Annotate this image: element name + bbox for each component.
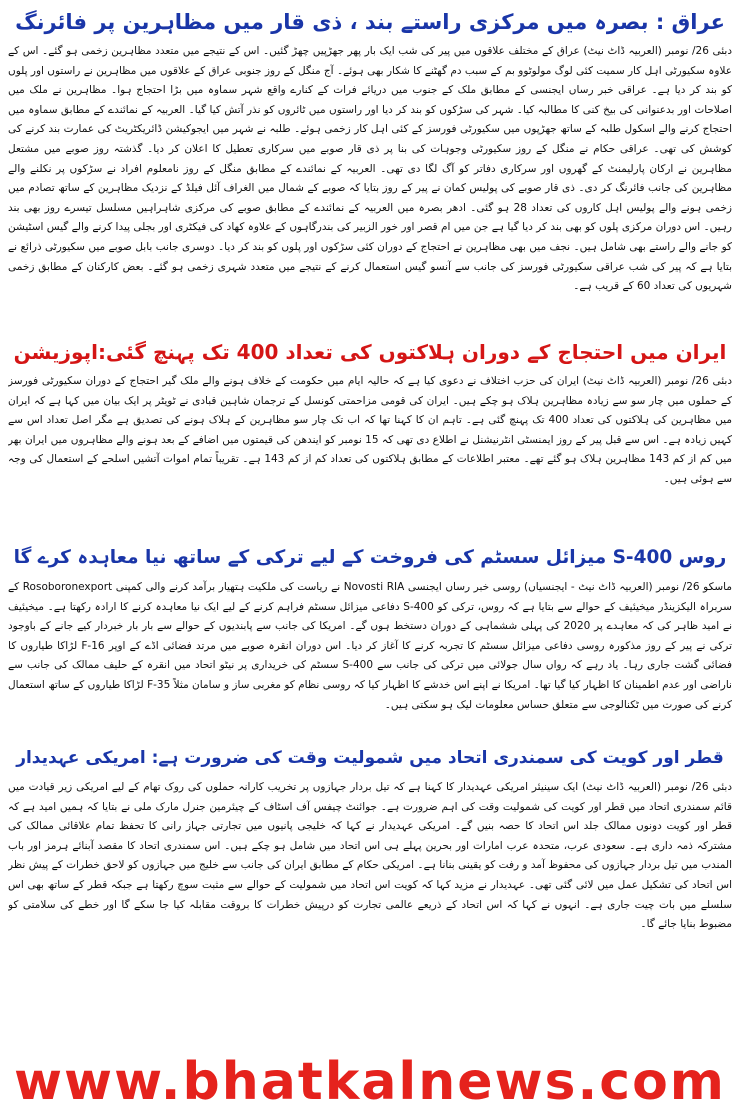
article-body: دبئی 26/ نومبر (العربیہ ڈاٹ نیٹ) ایک سینیئر امریکی عہدیدار کا کہنا ہے کہ تیل بردار جہازوں پر تخریب کارانہ حملوں کی روک تھام کے لیے امریکی زیر قیادت میں قائم سمندری اتحاد میں قطر اور کویت کی شمولیت وقت کی اہم ضرورت ہے۔ جوائنٹ چیفس آف اسٹاف کے چیئرمین جنرل مارک ملی نے بتایا کہ ہمیں امید ہے کہ قطر اور کویت دونوں ممالک جلد اس اتحاد کا حصہ بنیں گے۔ امریکی عہدیدار نے کہا کہ خلیجی پانیوں میں تجارتی جہاز رانی کا تحفظ تمام علاقائی ممالک کی مشترکہ ذمہ داری ہے۔ سعودی عرب، متحدہ عرب امارات اور بحرین پہلے ہی اس اتحاد میں شامل ہو چکے ہیں۔ اس سمندری اتحاد کا مقصد آبنائے ہرمز اور باب المندب میں تیل بردار جہازوں کی محفوظ آمد و رفت کو یقینی بنانا ہے۔ امریکی حکام کے مطابق ایران کی جانب سے خلیج میں جہازوں کو لاحق خطرات کے پیش نظر اس اتحاد کی تشکیل عمل میں لائی گئی تھی۔ عہدیدار نے مزید کہا کہ کویت اس اتحاد میں شمولیت کے حوالے سے مثبت سوچ رکھتا ہے جبکہ قطر کے ساتھ بھی اس سلسلے میں بات چیت جاری ہے۔ انہوں نے کہا کہ اس اتحاد کے ذریعے عالمی تجارت کو درپیش خطرات کا بروقت مقابلہ کیا جا سکے گا اور خطے کی سلامتی کو مضبوط بنایا جائے گا۔ [8,781,732,931]
article-qatar-kuwait [8,742,732,1038]
article-body: دبئی 26/ نومبر (العربیہ ڈاٹ نیٹ) ایران کی حزب اختلاف نے دعوی کیا ہے کہ حالیہ ایام میں حکومت کے خلاف ہونے والے ملک گیر احتجاج کے دوران سکیورٹی فورسز کے حملوں میں چار سو سے زیادہ مظاہرین ہلاک ہو چکے ہیں۔ ایران کی قومی مزاحمتی کونسل کے ترجمان شاہین قبادی نے ٹویٹر پر ایک بیان میں کہا ہے کہ ایران میں مظاہرین کی ہلاکتوں کی تعداد 400 تک پہنچ گئی ہے۔ تاہم ان کا کہنا تھا کہ اب تک چار سو مظاہرین کے ہلاک ہونے کی تصدیق ہے مگر اصل تعداد اس سے کہیں زیادہ ہے۔ اس سے قبل پیر کے روز ایمنسٹی انٹرنیشنل نے اطلاع دی تھی کہ 15 نومبر کو ایندھن کی قیمتوں میں اضافے کے بعد ہونے والے مظاہروں میں ایران بھر میں کم از کم 143 مظاہرین ہلاک ہو گئے تھے۔ معتبر اطلاعات کے مطابق ہلاکتوں کی تعداد کم از کم 143 ہے۔ تقریباً تمام اموات آتشیں اسلحے کے استعمال کی وجہ سے ہوئی ہیں۔ [8,375,732,485]
article-body: ماسکو 26/ نومبر (العربیہ ڈاٹ نیٹ - ایجنسیاں) روسی خبر رساں ایجنسی Novosti RIA نے ریاست کی ملکیت ہتھیار برآمد کرنے والی کمپنی Rosoboronexport کے سربراہ الیکزینڈر میخیئیف کے حوالے سے بتایا ہے کہ روس، ترکی کو S-400 دفاعی میزائل سسٹم فراہم کرنے کے لیے ایک نیا معاہدہ کرنے کا ارادہ رکھتا ہے۔ میخیئیف نے امید ظاہر کی کہ معاہدے پر 2020 کی پہلی ششماہی کے دوران دستخط ہوں گے۔ امریکا کی جانب سے پابندیوں کے حوالے سے بار بار خبردار کیے جانے کے باوجود ترکی نے پیر کے روز مذکورہ روسی دفاعی میزائل سسٹم کا تجربہ کرنے کا آغاز کر دیا۔ اس دوران انقرہ صوبے میں مرتد فضائی اڈے کے اوپر F-16 لڑاکا طیاروں کا فضائی گشت جاری رہا۔ یاد رہے کہ رواں سال جولائی میں ترکی کی جانب سے S-400 سسٹم کی خریداری پر نیٹو اتحاد میں انقرہ کے حلیف ممالک کی جانب سے ناراضی اور عدم اطمینان کا اظہار کیا گیا تھا۔ امریکا نے اپنے اس خدشے کا اظہار کیا کہ روسی نظام کو مغربی ساز و سامان مثلاً F-35 لڑاکا طیاروں کے ساتھ استعمال کرنے کی صورت میں ٹکنالوجی سے متعلق حساس معلومات لیک ہو سکتی ہیں۔ [8,581,732,711]
article-russia-s400 [8,542,732,753]
article-headline: قطر اور کویت کی سمندری اتحاد میں شمولیت وقت کی ضرورت ہے: امریکی عہدیدار [16,748,724,768]
article-iraq-basra [8,6,732,375]
article-body: دبئی 26/ نومبر (العربیہ ڈاٹ نیٹ) عراق کے مختلف علاقوں میں پیر کی شب ایک بار پھر جھڑپیں چھڑ گئیں۔ اس کے نتیجے میں متعدد مظاہرین زخمی ہو گئے۔ اس کے علاوہ سکیورٹی اہل کار سمیت کئی لوگ مولوٹوو بم کے سبب دم گھٹنے کا شکار بھی ہوئے۔ آج منگل کے روز جنوبی عراق کے علاقوں میں مظاہرین نے راستوں اور پلوں کو بند کر دیا ہے۔ عراقی خبر رساں ایجنسی کے مطابق ملک کے جنوب میں دریائے فرات کے کنارے واقع شہر سماوہ میں بڑا احتجاج ہوا۔ مظاہرین نے ملک میں اصلاحات اور بدعنوانی کی بیخ کنی کا مطالبہ کیا۔ شہر کی سڑکوں کو بند کر دیا اور راستوں میں ٹائروں کو نذر آتش کیا گیا۔ العربیہ کے نمائندے کے مطابق سماوہ میں احتجاج کرنے والے اسکول طلبہ کے ساتھ جھڑپوں میں سکیورٹی فورسز کے کئی اہل کار زخمی ہوئے۔ طلبہ نے شہر میں ایجوکیشن ڈائریکٹریٹ کی عمارت بند کرنے کی کوشش کی تھی۔ عراقی حکام نے منگل کے روز سکیورٹی وجوہات کی بنا پر ذی قار صوبے میں سرکاری تعطیل کا اعلان کر دیا۔ گذشتہ روز صوبے میں مشتعل مظاہرین نے ارکان پارلیمنٹ کے گھروں اور سرکاری دفاتر کو آگ لگا دی تھی۔ العربیہ کے نمائندے کے مطابق منگل کے روز نامعلوم افراد نے سڑکوں پر نکلنے والے مظاہرین کی جانب فائرنگ کر دی۔ ذی قار صوبے کی پولیس کمان نے پیر کے روز بتایا کہ صوبے کے شمال میں الغراف آئل فیلڈ کے نزدیک مظاہرین کے ساتھ تصادم میں زخمی ہونے والے پولیس اہل کاروں کی تعداد 28 ہو گئی۔ ادھر بصرہ میں العربیہ کے نمائندے کے مطابق صوبے کی مرکزی شاہراہیں مسلسل تیسرے روز بھی بند رہیں۔ اس دوران مرکزی پلوں کو بھی بند کر دیا گیا ہے جن میں ام قصر اور خور الزبیر کی بندرگاہوں کے علاوہ کھاد کی فیکٹری اور بجلی پیدا کرنے والے گیس اسٹیشن کو جانے والے راستے بھی شامل ہیں۔ نجف میں بھی مظاہرین نے احتجاج کے دوران کئی سڑکوں اور پلوں کو بند کر دیا۔ دوسری جانب بابل صوبے میں سکیورٹی ذرائع نے بتایا ہے کہ پیر کی شب عراقی سکیورٹی فورسز کی جانب سے آنسو گیس استعمال کرنے کے نتیجے میں متعدد شہری زخمی ہو گئے۔ بعض کارکنان کے مطابق زخمی شہریوں کی تعداد 60 کے قریب ہے۔ [8,45,732,293]
site-footer-url: www.bhatkalnews.com [14,1052,726,1112]
article-headline: روس S-400 میزائل سسٹم کی فروخت کے لیے ترکی کے ساتھ نیا معاہدہ کرے گا [13,547,727,568]
article-headline: ایران میں احتجاج کے دوران ہلاکتوں کی تعداد 400 تک پہنچ گئی:اپوزیشن [13,340,727,364]
article-iran-protests [8,336,732,527]
article-headline: عراق : بصرہ میں مرکزی راستے بند ، ذی قار میں مظاہرین پر فائرنگ [15,10,725,34]
